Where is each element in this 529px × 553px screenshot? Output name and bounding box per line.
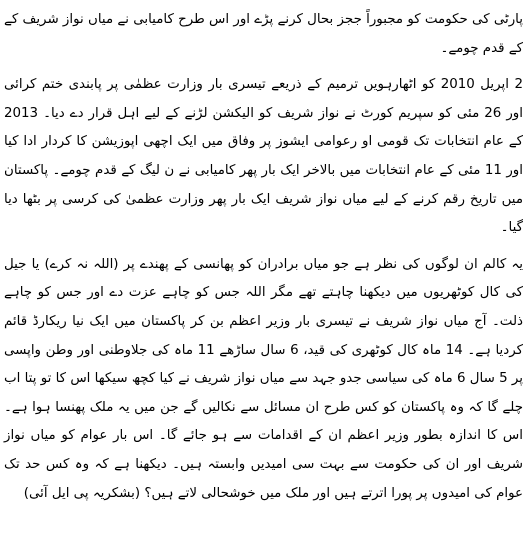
article-paragraph-2: 2 اپریل 2010 کو اٹھارہویں ترمیم کے ذریعے تیسری بار وزارت عظمٰی پر پابندی ختم کرائی اور 26 مئی کو سپریم کورٹ نے نواز شریف کو الیکشن لڑنے کے لیے اہل قرار دے دیا۔ 2013 کے عام انتخابات تک قومی او رعوامی ایشوز پر وفاق میں ایک اچھی اپوزیشن کا کردار ادا کیا اور 11 مئی کے عام انتخابات میں بالاخر ایک بار پھر کامیابی نے ن لیگ کے قدم چومے۔ پاکستان میں تاریخ رقم کرنے کے لیے میاں نواز شریف ایک بار پھر وزارت عظمیٰ کی کرسی پر بٹھا دیا گیا۔	[4, 77, 523, 236]
article-paragraph-1: پارٹی کی حکومت کو مجبوراً ججز بحال کرنے پڑے اور اس طرح کامیابی نے میاں نواز شریف کے کے قدم چومے۔	[3, 12, 523, 56]
article-paragraph-3: یہ کالم ان لوگوں کی نظر ہے جو میاں برادران کو پھانسی کے پھندے پر (اللہ نہ کرے) یا جیل کی کال کوٹھریوں میں دیکھنا چاہتے تھے مگر اللہ جس کو چاہے عزت دے اور جس کو چاہے ذلت۔ آج میاں نواز شریف نے تیسری بار وزیر اعظم بن کر پاکستان میں ایک نیا ریکارڈ قائم کردیا ہے۔ 14 ماہ کال کوٹھری کی قید، 6 سال ساڑھے 11 ماہ کی جلاوطنی اور وطن واپسی پر 5 سال 6 ماہ کی سیاسی جدو جہد سے میاں نواز شریف نے کیا کچھ سیکھا اس کا تو پتا اب چلے گا کہ وہ پاکستان کو کس طرح ان مسائل سے نکالیں گے جن میں یہ ملک پھنسا ہوا ہے۔ اس کا اندازہ بطور وزیر اعظم ان کے اقدامات سے ہو جائے گا۔ اس بار عوام کو میاں نواز شریف اور ان کی حکومت سے بہت سی امیدیں وابستہ ہیں۔ دیکھنا ہے کہ وہ کس حد تک عوام کی امیدوں پر پورا اترتے ہیں اور ملک میں خوشحالی لاتے ہیں؟ (بشکریہ پی ایل آئی)	[4, 256, 524, 501]
